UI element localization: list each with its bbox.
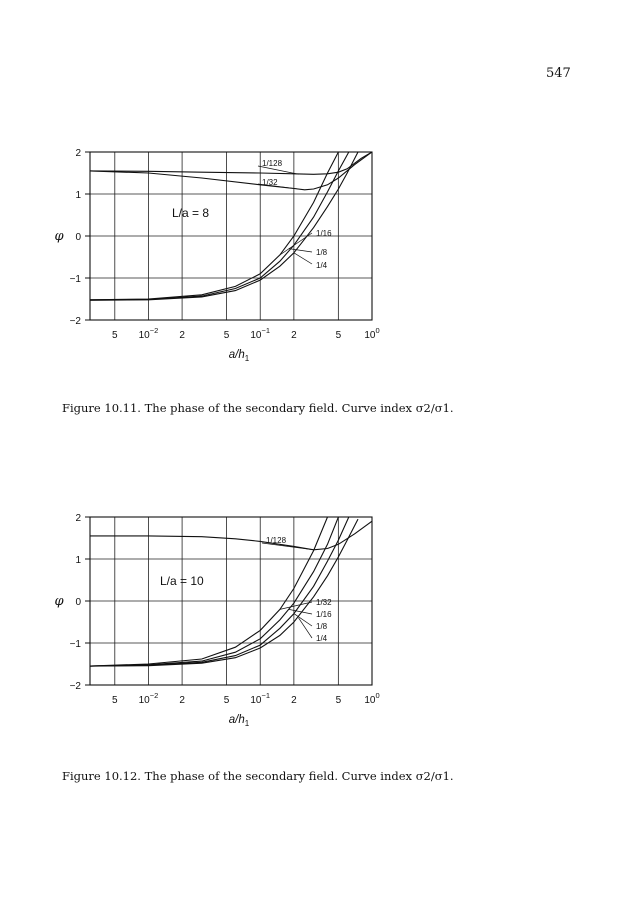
x-tick-label: $10^0$ xyxy=(364,326,380,341)
y-tick-label: −2 xyxy=(69,316,81,327)
y-tick-label: 2 xyxy=(75,513,81,524)
y-tick-label: −1 xyxy=(69,274,81,285)
y-tick-label: −2 xyxy=(69,681,81,692)
x-tick-label: $10^0$ xyxy=(364,691,380,706)
x-tick-label: 2 xyxy=(179,330,185,341)
series-line-1-128 xyxy=(90,152,372,174)
x-tick-label: 2 xyxy=(291,330,297,341)
series-line-1-32 xyxy=(90,517,328,666)
page-number: 547 xyxy=(546,66,571,81)
series-line-1-8 xyxy=(90,517,349,666)
x-axis-title: $a/h_1$ xyxy=(228,714,250,728)
x-tick-label: $10^{-2}$ xyxy=(138,326,159,341)
x-tick-label: $10^{-2}$ xyxy=(138,691,159,706)
curve-label-leader xyxy=(294,253,312,264)
phase-chart-l-a-10 xyxy=(0,505,622,740)
x-tick-label: 5 xyxy=(223,330,230,341)
x-tick-label: 5 xyxy=(335,695,342,706)
x-tick-label: 5 xyxy=(112,330,118,341)
curve-label-1-128: 1/128 xyxy=(262,159,283,168)
x-tick-label: 2 xyxy=(291,695,297,706)
figure-10-12-caption: Figure 10.12. The phase of the secondary field. Curve index σ2/σ1. xyxy=(62,769,454,783)
figure-10-12 xyxy=(0,505,622,740)
x-tick-label: 5 xyxy=(335,330,342,341)
y-tick-label: 0 xyxy=(75,232,81,243)
curve-label-1-16: 1/16 xyxy=(316,229,332,238)
phase-chart-l-a-8 xyxy=(0,140,622,375)
x-tick-label: 2 xyxy=(179,695,185,706)
figure-10-11 xyxy=(0,140,622,375)
y-axis-title: φ xyxy=(54,229,64,244)
x-tick-label: $10^{-1}$ xyxy=(250,326,271,341)
series-line-1-16 xyxy=(90,517,338,666)
y-axis-title: φ xyxy=(54,594,64,609)
series-line-1-128 xyxy=(90,521,372,550)
curve-label-1-4: 1/4 xyxy=(316,261,328,270)
x-axis-title: $a/h_1$ xyxy=(228,349,250,363)
y-tick-label: 1 xyxy=(75,190,81,201)
y-tick-label: 2 xyxy=(75,148,81,159)
curve-label-1-16: 1/16 xyxy=(316,610,332,619)
parameter-label: L/a = 8 xyxy=(172,206,210,220)
x-tick-label: $10^{-1}$ xyxy=(250,691,271,706)
curve-label-1-32: 1/32 xyxy=(316,598,332,607)
x-tick-label: 5 xyxy=(112,695,118,706)
figure-10-11-caption: Figure 10.11. The phase of the secondary field. Curve index σ2/σ1. xyxy=(62,401,454,415)
x-tick-label: 5 xyxy=(223,695,230,706)
y-tick-label: 0 xyxy=(75,597,81,608)
curve-label-1-8: 1/8 xyxy=(316,248,328,257)
curve-label-1-32: 1/32 xyxy=(262,178,278,187)
curve-label-1-8: 1/8 xyxy=(316,622,328,631)
curve-label-1-4: 1/4 xyxy=(316,634,328,643)
curve-label-leader xyxy=(298,618,312,638)
parameter-label: L/a = 10 xyxy=(160,574,204,588)
y-tick-label: 1 xyxy=(75,555,81,566)
curve-label-1-128: 1/128 xyxy=(266,536,287,545)
curve-label-leader xyxy=(289,249,312,252)
y-tick-label: −1 xyxy=(69,639,81,650)
